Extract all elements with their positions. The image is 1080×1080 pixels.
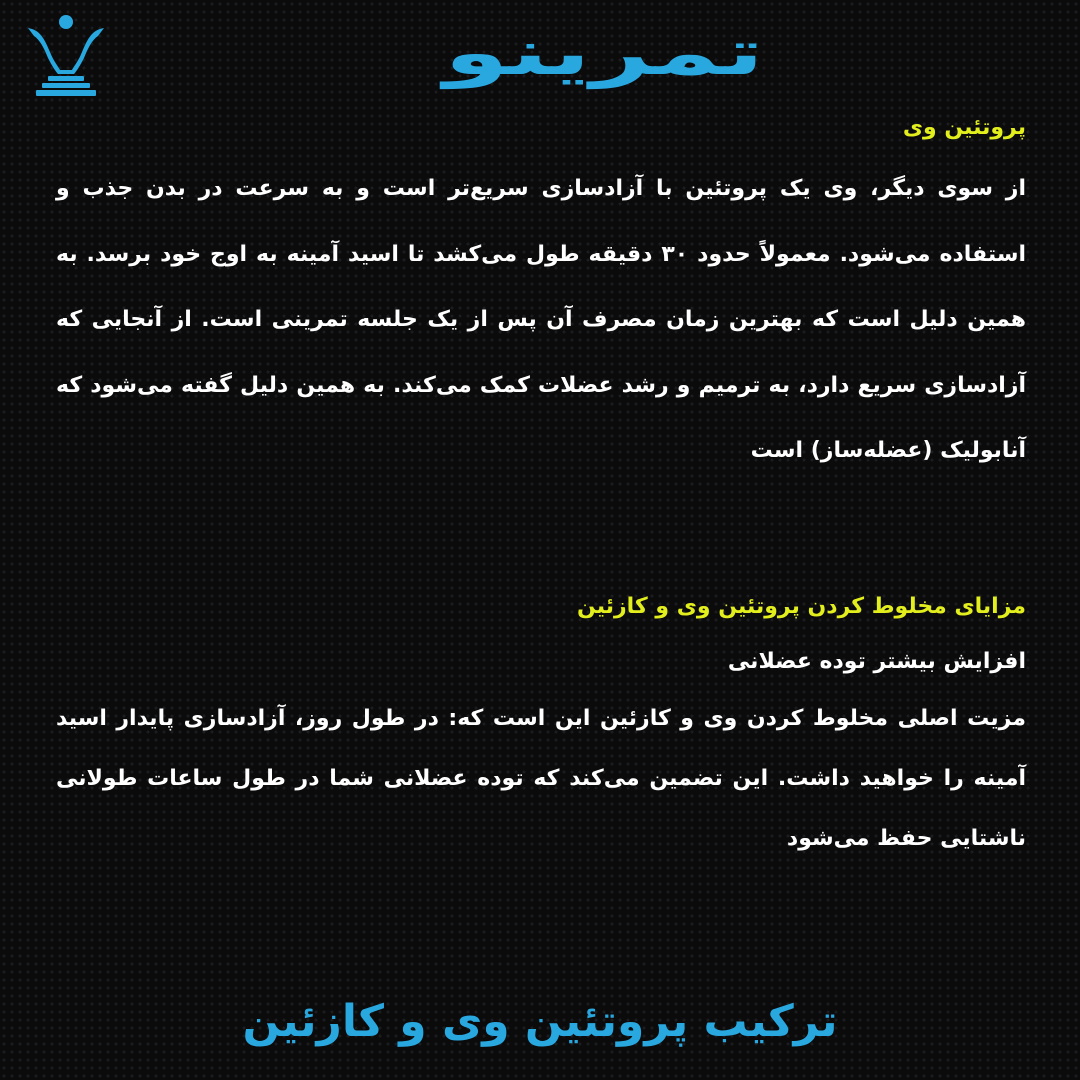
benefits-paragraph: مزیت اصلی مخلوط کردن وی و کازئین این است که: در طول روز، آزادسازی پایدار اسید آمینه را خواهید داشت. این تضمین می‌کند که توده عضلانی شما در طول ساعات طولانی ناشتایی حفظ می‌شود <box>56 705 1026 851</box>
section-heading-benefits: مزایای مخلوط کردن پروتئین وی و کازئین <box>576 593 1026 619</box>
section-heading-whey: پروتئین وی <box>902 115 1026 140</box>
logo-wordmark: تمرینو <box>438 16 764 89</box>
logo-graphic <box>14 8 764 100</box>
logo-cup-icon <box>28 28 104 74</box>
footer-title: ترکیب پروتئین وی و کازئین <box>242 996 838 1047</box>
benefit-subheading: افزایش بیشتر توده عضلانی <box>727 648 1026 674</box>
whey-paragraph: از سوی دیگر، وی یک پروتئین با آزادسازی سریع‌تر است و به سرعت در بدن جذب و استفاده می‌شود. معمولاً حدود ۳۰ دقیقه طول می‌کشد تا اسید آمینه به اوج خود برسد. به همین دلیل است که بهترین زمان مصرف آن پس از یک جلسه تمرینی است. از آنجایی که آزادسازی سریع دارد، به ترمیم و رشد عضلات کمک می‌کند. به همین دلیل گفته می‌شود که آنابولیک (عضله‌ساز) است <box>56 176 1026 463</box>
article-body <box>56 100 1026 869</box>
logo-ball-icon <box>59 15 73 29</box>
brand-logo <box>14 8 764 100</box>
